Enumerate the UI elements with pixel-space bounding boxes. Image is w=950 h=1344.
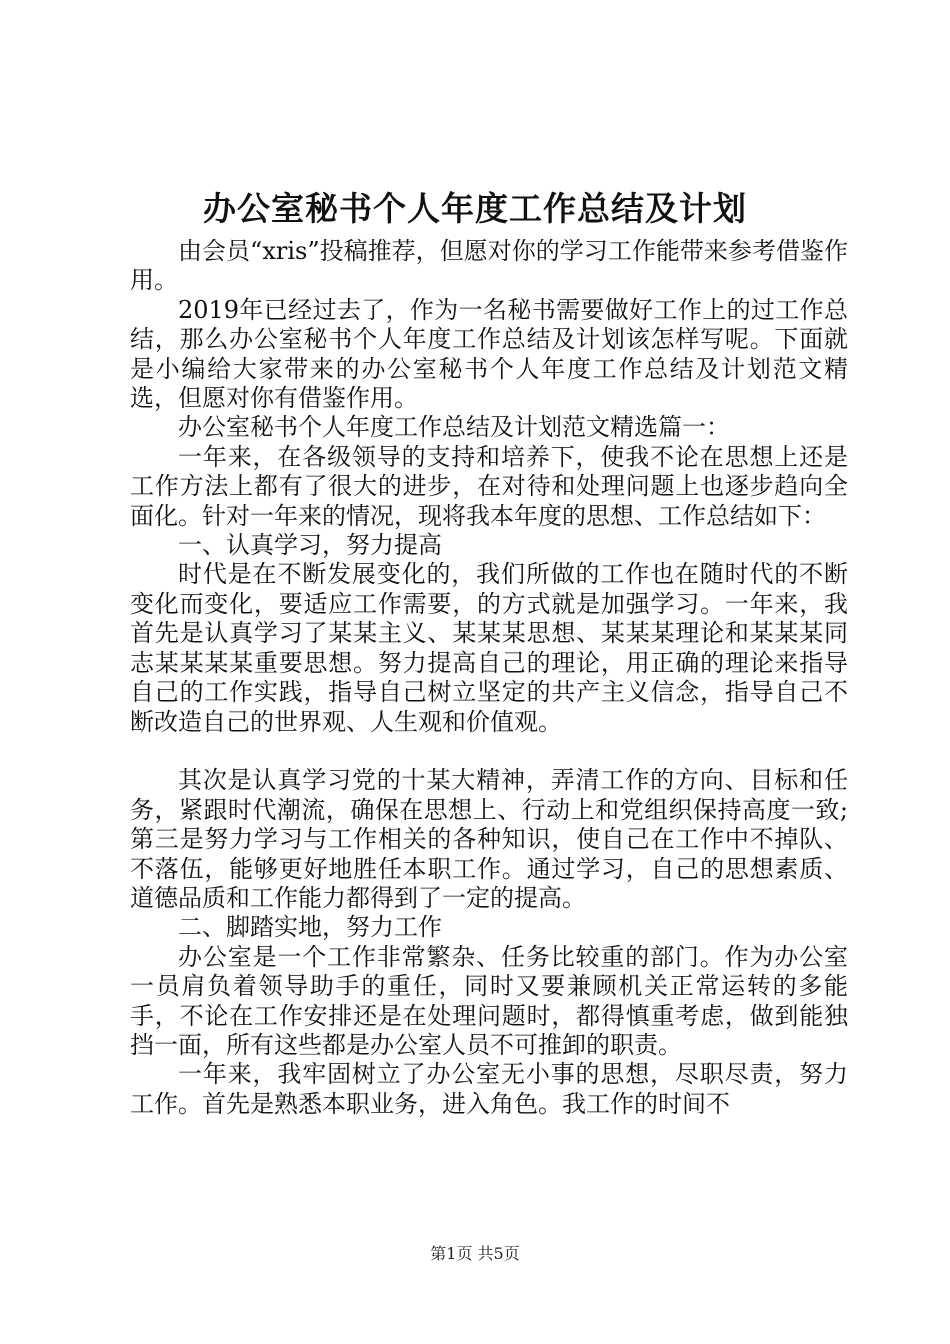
paragraph-overview: 一年来，在各级领导的支持和培养下，使我不论在思想上还是工作方法上都有了很大的进步，在对待和处理问题上也逐步趋向全面化。针对一年来的情况，现将我本年度的思想、工作总结如下：: [130, 442, 848, 530]
paragraph-preface: 2019年已经过去了，作为一名秘书需要做好工作上的过工作总结，那么办公室秘书个人年度工作总结及计划该怎样写呢。下面就是小编给大家带来的办公室秘书个人年度工作总结及计划范文精选，但愿对你有借鉴作用。: [130, 295, 848, 413]
document-title: 办公室秘书个人年度工作总结及计划: [203, 189, 747, 228]
paragraph-work-1: 办公室是一个工作非常繁杂、任务比较重的部门。作为办公室一员肩负着领导助手的重任，同时又要兼顾机关正常运转的多能手，不论在工作安排还是在处理问题时，都得慎重考虑，做到能独挡一面，所有这些都是办公室人员不可推卸的职责。: [130, 942, 848, 1059]
heading-study: 一、认真学习，努力提高: [178, 531, 442, 560]
page-footer: 第1页 共5页: [430, 1244, 520, 1263]
document-body: [130, 237, 848, 1119]
paragraph-section-title: 办公室秘书个人年度工作总结及计划范文精选篇一：: [178, 413, 730, 442]
heading-work: 二、脚踏实地，努力工作: [178, 913, 442, 942]
paragraph-intro: 由会员“xris”投稿推荐，但愿对你的学习工作能带来参考借鉴作用。: [130, 237, 848, 295]
paragraph-study-2: 其次是认真学习党的十某大精神，弄清工作的方向、目标和任务，紧跟时代潮流，确保在思想上、行动上和党组织保持高度一致;第三是努力学习与工作相关的各种知识，使自己在工作中不掉队、不落伍，能够更好地胜任本职工作。通过学习，自己的思想素质、道德品质和工作能力都得到了一定的提高。: [130, 766, 848, 912]
paragraph-work-2: 一年来，我牢固树立了办公室无小事的思想，尽职尽责，努力工作。首先是熟悉本职业务，进入角色。我工作的时间不: [130, 1060, 848, 1118]
paragraph-study-1: 时代是在不断发展变化的，我们所做的工作也在随时代的不断变化而变化，要适应工作需要，的方式就是加强学习。一年来，我首先是认真学习了某某主义、某某某思想、某某某理论和某某某同志某某某某重要思想。努力提高自己的理论，用正确的理论来指导自己的工作实践，指导自己树立坚定的共产主义信念，指导自己不断改造自己的世界观、人生观和价值观。: [130, 560, 848, 736]
